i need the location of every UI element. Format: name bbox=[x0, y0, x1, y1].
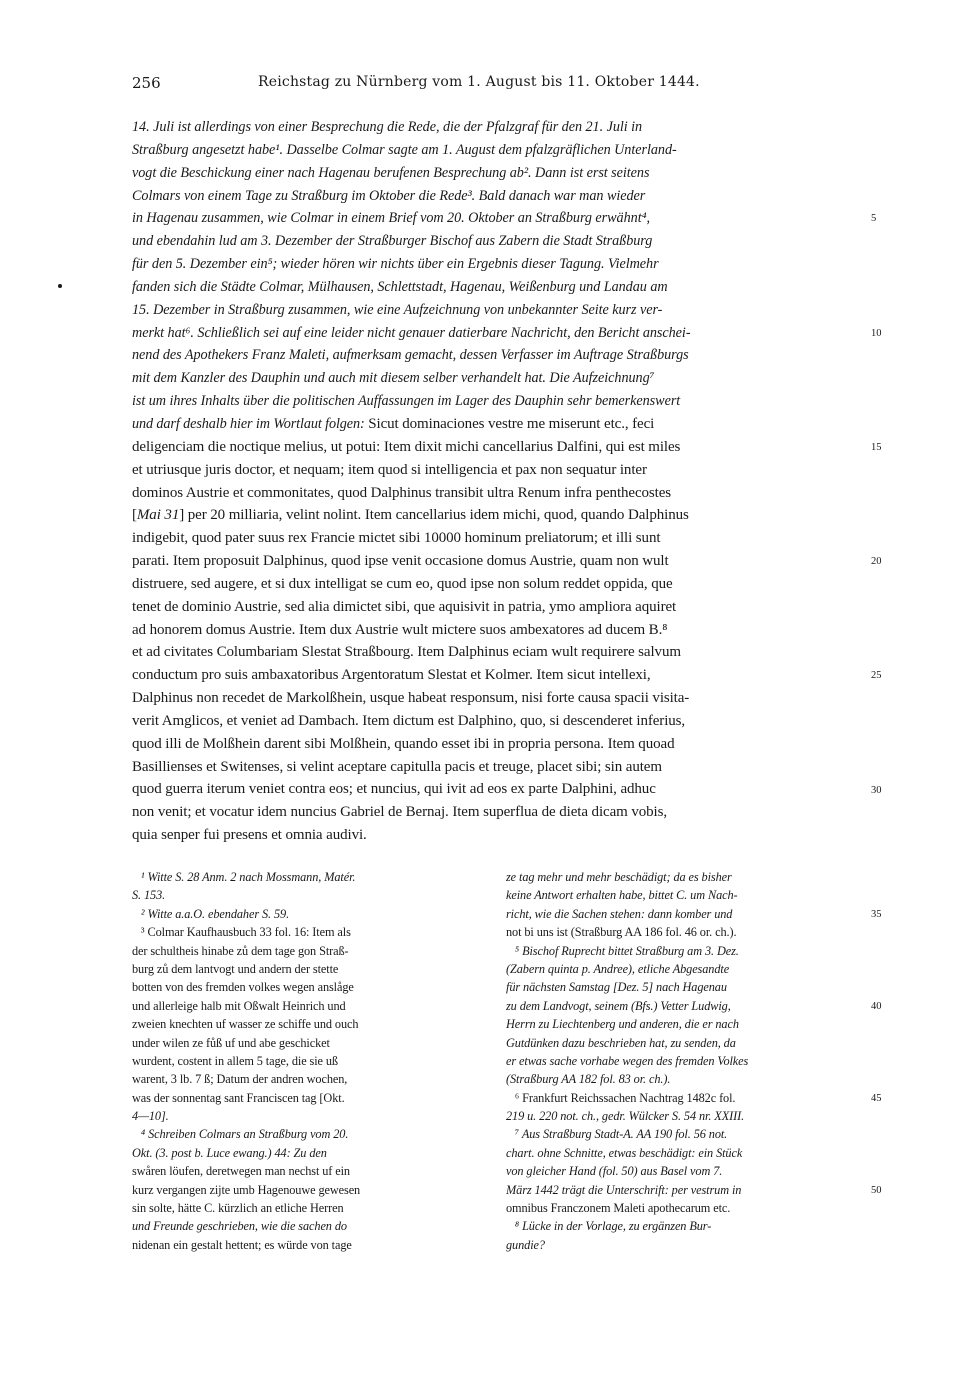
footnote-line: ⁵ Bischof Ruprecht bittet Straßburg am 3. Dez. bbox=[506, 943, 739, 958]
text-line: Basillienses et Switenses, si velint aceptare capitulla pacis et treuge, placet sibi; sin autem bbox=[132, 758, 662, 775]
footnote-line: er etwas sache vorhabe wegen des fremden Volkes bbox=[506, 1053, 749, 1068]
text-line: nend des Apothekers Franz Maleti, aufmerksam gemacht, dessen Verfasser im Auftrage Straßburgs bbox=[132, 347, 689, 364]
footnote-line: von gleicher Hand (fol. 50) aus Basel vom 7. bbox=[506, 1164, 723, 1179]
text-line: et utriusque juris doctor, et nequam; item quod si intelligencia et pax non sequatur inter bbox=[132, 461, 647, 478]
text-line: 14. Juli ist allerdings von einer Besprechung die Rede, die der Pfalzgraf für den 21. Juli in bbox=[132, 119, 643, 135]
footnote-line: chart. ohne Schnitte, etwas beschädigt: ein Stück bbox=[506, 1145, 743, 1160]
text-line: [Mai 31] per 20 milliaria, velint nolint. Item cancellarius idem michi, quod, quando Dalphinus bbox=[132, 507, 689, 524]
line-number: 5 bbox=[871, 213, 877, 225]
line-number: 35 bbox=[871, 908, 882, 920]
footnote-line: der schultheis hinabe zů dem tage gon Straß- bbox=[132, 943, 349, 958]
text-line: quia senper fui presens et omnia audivi. bbox=[132, 827, 367, 844]
running-title: Reichstag zu Nürnberg vom 1. August bis 11. Oktober 1444. bbox=[258, 74, 700, 90]
footnote-line: ⁶ Frankfurt Reichssachen Nachtrag 1482c fol. bbox=[506, 1090, 736, 1105]
footnote-line: (Zabern quinta p. Andree), etliche Abgesandte bbox=[506, 961, 730, 976]
footnote-line: für nächsten Samstag [Dez. 5] nach Hagenau bbox=[506, 980, 727, 995]
footnote-line: 4—10]. bbox=[132, 1109, 169, 1124]
footnote-line: und Freunde geschrieben, wie die sachen do bbox=[132, 1219, 347, 1234]
text-line: ist um ihres Inhalts über die politischen Auffassungen im Lager des Dauphin sehr bemerkenswert bbox=[132, 393, 681, 410]
footnote-line: 219 u. 220 not. ch., gedr. Wülcker S. 54 nr. XXIII. bbox=[506, 1109, 745, 1124]
text-line: und ebendahin lud am 3. Dezember der Straßburger Bischof aus Zabern die Stadt Straßburg bbox=[132, 233, 653, 250]
text-line: Colmars von einem Tage zu Straßburg im Oktober die Rede³. Bald danach war man wieder bbox=[132, 187, 646, 204]
footnote-line: swåren löufen, deretwegen man nechst uf ein bbox=[132, 1164, 350, 1179]
text-line: non venit; et vocatur idem nuncius Gabriel de Bernaj. Item superflua de dieta dicam vobis, bbox=[132, 804, 667, 821]
footnote-line: März 1442 trägt die Unterschrift: per vestrum in bbox=[506, 1182, 742, 1197]
footnote-line: ⁴ Schreiben Colmars an Straßburg vom 20. bbox=[132, 1127, 349, 1142]
footnote-line: ze tag mehr und mehr beschädigt; da es bisher bbox=[506, 870, 732, 884]
text-line: fanden sich die Städte Colmar, Mülhausen, Schlettstadt, Hagenau, Weißenburg und Landau am bbox=[132, 278, 668, 295]
text-line: ad honorem domus Austrie. Item dux Austrie wult mictere suos ambexatores ad ducem B.⁸ bbox=[132, 621, 668, 638]
footnote-line: (Straßburg AA 182 fol. 83 or. ch.). bbox=[506, 1072, 671, 1087]
line-number: 45 bbox=[871, 1092, 882, 1104]
footnote-line: zweien knechten uf wasser ze schiffe und ouch bbox=[132, 1017, 359, 1032]
text-line: indigebit, quod pater suus rex Francie mictet sibi 10000 hominum preliatorum; et illi sunt bbox=[132, 530, 661, 547]
footnote-line: ⁸ Lücke in der Vorlage, zu ergänzen Bur- bbox=[506, 1219, 712, 1234]
text-line: conductum pro suis ambaxatoribus Argentoratum Slestat et Kolmer. Item sicut intellexi, bbox=[132, 667, 651, 684]
footnote-line: ⁷ Aus Straßburg Stadt-A. AA 190 fol. 56 not. bbox=[506, 1127, 728, 1142]
text-line: quod guerra iterum veniet contra eos; et nuncius, qui ivit ad eos ex parte Dalphini, adhuc bbox=[132, 781, 656, 798]
main-text bbox=[132, 116, 862, 847]
text-line: et ad civitates Columbariam Slestat Straßbourg. Item Dalphinus eciam wult requirere salvum bbox=[132, 644, 681, 661]
text-line: verit Amglicos, et veniet ad Dambach. Item dictum est Dalphino, quo, si descenderet inferius, bbox=[132, 712, 686, 729]
text-line: deligenciam die noctique melius, ut potui: Item dixit michi cancellarius Dalfini, qui est miles bbox=[132, 438, 681, 455]
footnote-line: was der sonnentag sant Franciscen tag [Okt. bbox=[132, 1090, 345, 1105]
footnote-line: keine Antwort erhalten habe, bittet C. um Nach- bbox=[506, 888, 738, 903]
line-number: 30 bbox=[871, 784, 882, 796]
text-line: distruere, sed augere, et si dux intelligat se cum eo, quod ipse non solum reddet oppida, que bbox=[132, 575, 673, 592]
footnote-line: nidenan ein gestalt hettent; es würde von tage bbox=[132, 1237, 352, 1252]
text-line: 15. Dezember in Straßburg zusammen, wie eine Aufzeichnung von unbekannter Seite kurz ver- bbox=[132, 301, 663, 318]
footnote-line: not bi uns ist (Straßburg AA 186 fol. 46 or. ch.). bbox=[506, 925, 737, 940]
footnotes-right-column bbox=[506, 868, 862, 1254]
line-number: 40 bbox=[871, 1000, 882, 1012]
footnote-line: ² Witte a.a.O. ebendaher S. 59. bbox=[132, 906, 290, 921]
footnote-line: richt, wie die Sachen stehen: dann komber und bbox=[506, 906, 733, 921]
footnote-line: wurdent, costent in allem 5 tage, die sie uß bbox=[132, 1053, 338, 1068]
text-line: merkt hat⁶. Schließlich sei auf eine leider nicht genauer datierbare Nachricht, den Bericht anschei- bbox=[132, 324, 691, 341]
text-line: vogt die Beschickung einer nach Hagenau berufenen Besprechung ab². Dann ist erst seitens bbox=[132, 164, 650, 181]
footnote-line: Gutdünken dazu beschrieben hat, zu senden, da bbox=[506, 1035, 736, 1050]
line-number: 50 bbox=[871, 1184, 882, 1196]
footnote-line: kurz vergangen zijte umb Hagenouwe gewesen bbox=[132, 1182, 361, 1197]
line-number: 15 bbox=[871, 441, 882, 453]
footnote-line: omnibus Franczonem Maleti apothecarum etc. bbox=[506, 1201, 731, 1216]
footnote-line: zu dem Landvogt, seinem (Bfs.) Vetter Ludwig, bbox=[506, 998, 731, 1013]
footnotes-left-column bbox=[132, 868, 487, 1254]
text-line: für den 5. Dezember ein⁵; wieder hören wir nichts über ein Ergebnis dieser Tagung. Vielmehr bbox=[132, 256, 659, 273]
line-number: 25 bbox=[871, 670, 882, 682]
footnote-line: warent, 3 lb. 7 ß; Datum der andren wochen, bbox=[132, 1072, 348, 1087]
footnote-line: und allerleige halb mit Oßwalt Heinrich und bbox=[132, 998, 346, 1013]
text-line: und darf deshalb hier im Wortlaut folgen: Sicut dominaciones vestre me miserunt etc., feci bbox=[132, 415, 655, 432]
footnote-line: gundie? bbox=[506, 1237, 545, 1252]
footnote-line: ³ Colmar Kaufhausbuch 33 fol. 16: Item als bbox=[132, 925, 351, 940]
line-number: 20 bbox=[871, 556, 882, 568]
text-line: parati. Item proposuit Dalphinus, quod ipse venit occasione domus Austrie, quam non wult bbox=[132, 553, 669, 570]
footnote-line: burg zů dem lantvogt und andern der stette bbox=[132, 961, 339, 976]
footnote-line: under wilen ze fůß uf und abe geschicket bbox=[132, 1035, 330, 1050]
margin-dot bbox=[58, 284, 62, 288]
line-number: 10 bbox=[871, 327, 882, 339]
text-line: Straßburg angesetzt habe¹. Dasselbe Colmar sagte am 1. August dem pfalzgräflichen Unterland- bbox=[132, 141, 677, 158]
footnote-line: sin solte, hätte C. kürzlich an etliche Herren bbox=[132, 1201, 344, 1216]
footnote-line: Okt. (3. post b. Luce ewang.) 44: Zu den bbox=[132, 1145, 327, 1160]
page-number: 256 bbox=[132, 74, 161, 92]
text-line: quod illi de Molßhein darent sibi Molßhein, quando esset ibi in propria persona. Item quoad bbox=[132, 735, 675, 752]
text-line: Dalphinus non recedet de Markolßhein, usque habeat responsum, nisi forte causa spacii visita- bbox=[132, 690, 690, 707]
footnote-line: Herrn zu Liechtenberg und anderen, die er nach bbox=[506, 1017, 739, 1032]
footnote-line: botten von des fremden volkes wegen anslåge bbox=[132, 980, 354, 995]
footnote-line: S. 153. bbox=[132, 888, 166, 903]
text-line: mit dem Kanzler des Dauphin und auch mit diesem selber verhandelt hat. Die Aufzeichnung⁷ bbox=[132, 370, 655, 387]
text-line: in Hagenau zusammen, wie Colmar in einem Brief vom 20. Oktober an Straßburg erwähnt⁴, bbox=[132, 210, 650, 227]
text-line: dominos Austrie et commonitates, quod Dalphinus transibit ultra Renum infra penthecostes bbox=[132, 484, 672, 501]
footnote-line: ¹ Witte S. 28 Anm. 2 nach Mossmann, Matér. bbox=[132, 870, 356, 884]
text-line: tenet de dominio Austrie, sed alia dimictet sibi, que aquisivit in patria, ymo ampliora aquiret bbox=[132, 598, 677, 615]
